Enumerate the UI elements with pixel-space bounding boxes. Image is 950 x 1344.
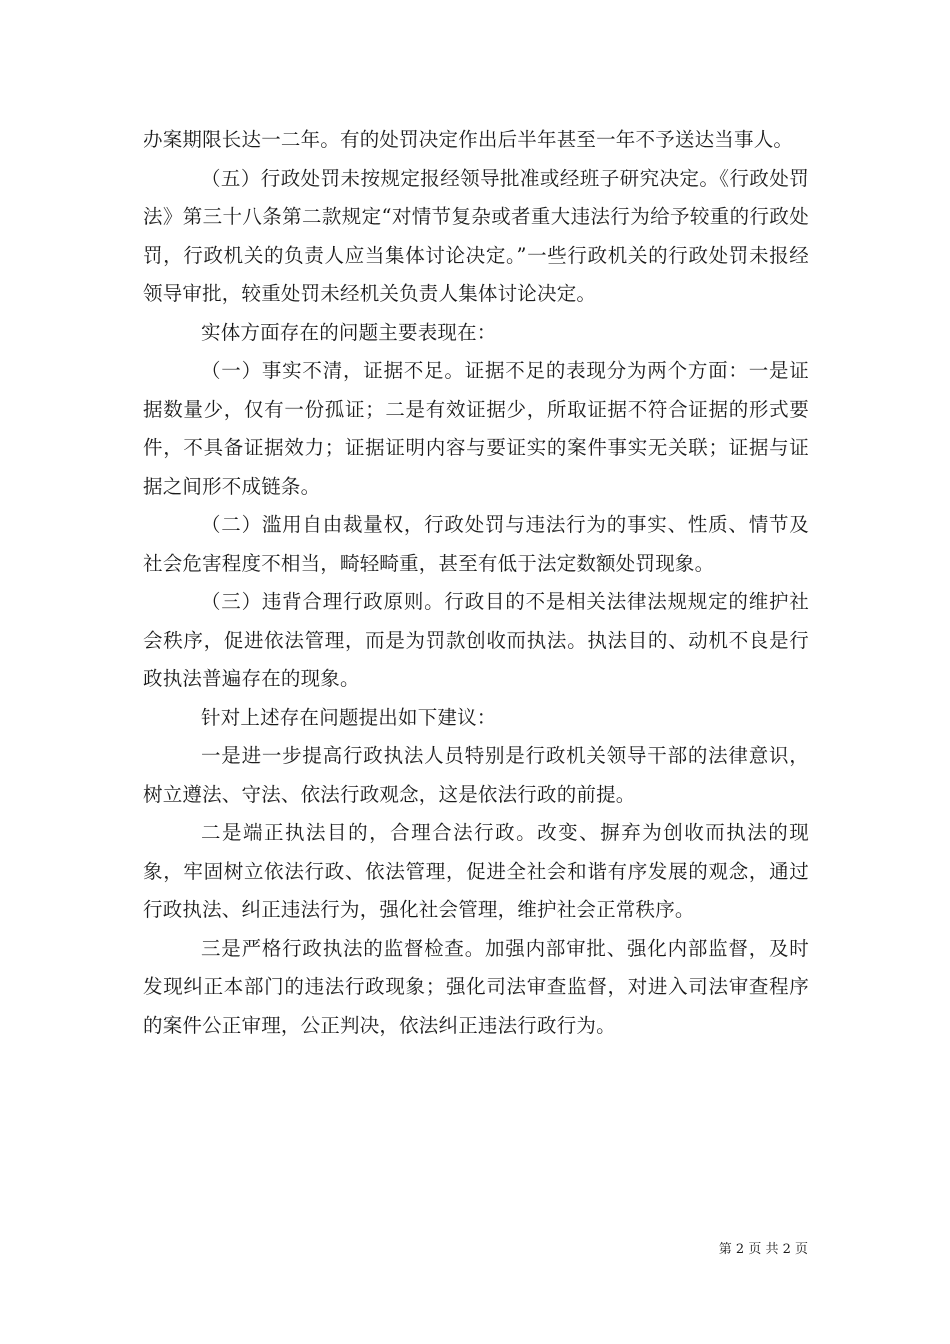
paragraph-1: 办案期限长达一二年。有的处罚决定作出后半年甚至一年不予送达当事人。 — [143, 128, 794, 151]
paragraph-7: 针对上述存在问题提出如下建议： — [201, 705, 497, 729]
paragraph-2: （五）行政处罚未按规定报经领导批准或经班子研究决定。《行政处罚法》第三十八条第二款规定“对情节复杂或者重大违法行为给予较重的行政处罚，行政机关的负责人应当集体讨论决定。”一些行政机关的行政处罚未报经领导审批，较重处罚未经机关负责人集体讨论决定。 — [143, 166, 809, 305]
paragraph-8: 一是进一步提高行政执法人员特别是行政机关领导干部的法律意识，树立遵法、守法、依法行政观念，这是依法行政的前提。 — [143, 744, 809, 806]
paragraph-9: 二是端正执法目的，合理合法行政。改变、摒弃为创收而执法的现象，牢固树立依法行政、依法管理，促进全社会和谐有序发展的观念，通过行政执法、纠正违法行为，强化社会管理，维护社会正常秩序。 — [143, 821, 809, 921]
document-body — [143, 121, 809, 1045]
paragraph-4: （一）事实不清，证据不足。证据不足的表现分为两个方面：一是证据数量少，仅有一份孤证；二是有效证据少，所取证据不符合证据的形式要件，不具备证据效力；证据证明内容与要证实的案件事实无关联；证据与证据之间形不成链条。 — [143, 359, 809, 498]
page-number-footer: 第 2 页 共 2 页 — [718, 1242, 808, 1257]
paragraph-10: 三是严格行政执法的监督检查。加强内部审批、强化内部监督，及时发现纠正本部门的违法行政现象；强化司法审查监督，对进入司法审查程序的案件公正审理，公正判决，依法纠正违法行政行为。 — [143, 936, 809, 1037]
paragraph-3: 实体方面存在的问题主要表现在： — [201, 320, 497, 344]
paragraph-6: （三）违背合理行政原则。行政目的不是相关法律法规规定的维护社会秩序，促进依法管理，而是为罚款创收而执法。执法目的、动机不良是行政执法普遍存在的现象。 — [143, 590, 809, 690]
paragraph-5: （二）滥用自由裁量权，行政处罚与违法行为的事实、性质、情节及社会危害程度不相当，畸轻畸重，甚至有低于法定数额处罚现象。 — [143, 513, 809, 575]
